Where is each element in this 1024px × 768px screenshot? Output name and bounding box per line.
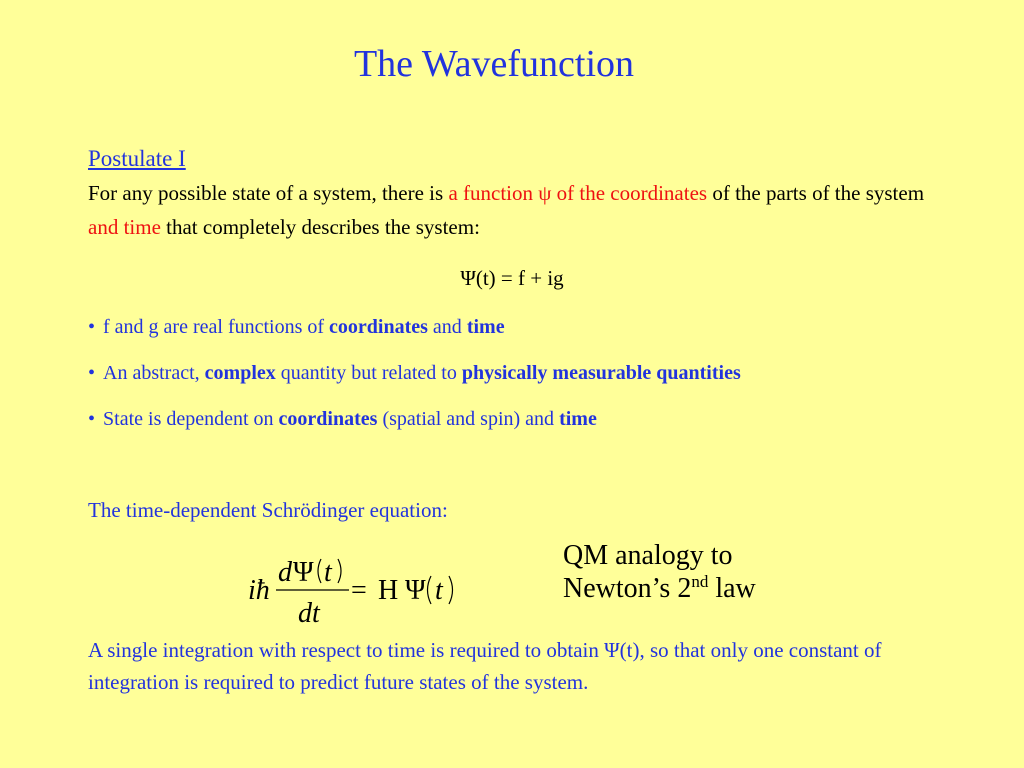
newton-analogy <box>563 539 756 605</box>
bullet-text: f and g are real functions of <box>103 316 330 338</box>
bullet-text: (spatial and spin) and <box>377 408 560 430</box>
eq-denominator: dt <box>298 598 320 629</box>
bullet-emphasis: complex <box>204 362 276 384</box>
bullet-emphasis: time <box>559 408 597 430</box>
eq-prefix: iħ <box>248 575 270 606</box>
analogy-text: Newton’s 2 <box>563 573 692 604</box>
bullet-text: quantity but related to <box>275 362 462 384</box>
eq-operator: H <box>378 575 399 606</box>
postulate-text-part: For any possible state of a system, there is <box>88 181 449 205</box>
bullet-list <box>88 312 741 450</box>
bullet-dot: • <box>88 316 96 338</box>
eq-numerator-t: t <box>324 557 332 588</box>
analogy-line-1: QM analogy to <box>563 540 733 571</box>
bullet-emphasis: physically measurable quantities <box>461 362 741 384</box>
postulate-highlight-function: a function ψ of the coordinates <box>448 181 708 205</box>
eq-numerator-d: d <box>278 557 292 588</box>
eq-left-paren <box>318 559 321 583</box>
bullet-emphasis: coordinates <box>278 408 378 430</box>
postulate-text-part: that completely describes the system: <box>160 215 480 239</box>
schrodinger-label: The time-dependent Schrödinger equation: <box>88 498 448 522</box>
bullet-emphasis: time <box>466 316 505 338</box>
eq-rhs-t: t <box>435 575 443 606</box>
eq-rhs-left-paren <box>428 576 432 604</box>
eq-rhs-psi: Ψ <box>405 575 426 606</box>
bullet-dot: • <box>88 408 96 430</box>
eq-equals: = <box>351 575 367 606</box>
bullet-dot: • <box>88 362 96 384</box>
bullet-text: and <box>427 316 467 338</box>
wavefunction-equation: Ψ(t) = f + ig <box>460 266 564 290</box>
postulate-text-part: of the parts of the system <box>707 181 925 205</box>
eq-numerator-psi: Ψ <box>293 557 314 588</box>
postulate-highlight-time: and time <box>88 215 161 239</box>
bullet-item <box>88 358 741 404</box>
eq-right-paren <box>338 559 341 583</box>
conclusion-text: A single integration with respect to time is required to obtain Ψ(t), so that only one constant of integration is required to predict future states of the system. <box>88 638 882 694</box>
schrodinger-equation <box>238 552 488 632</box>
postulate-heading: Postulate I <box>88 146 186 171</box>
analogy-superscript: nd <box>691 572 709 591</box>
bullet-text: An abstract, <box>103 362 205 384</box>
postulate-text <box>88 176 938 244</box>
analogy-text: law <box>708 573 756 604</box>
bullet-item <box>88 404 741 450</box>
bullet-item <box>88 312 741 358</box>
analogy-line-2 <box>563 572 756 605</box>
slide-title: The Wavefunction <box>353 43 635 85</box>
bullet-emphasis: coordinates <box>329 316 428 338</box>
eq-rhs-right-paren <box>449 576 453 604</box>
bullet-text: State is dependent on <box>103 408 279 430</box>
